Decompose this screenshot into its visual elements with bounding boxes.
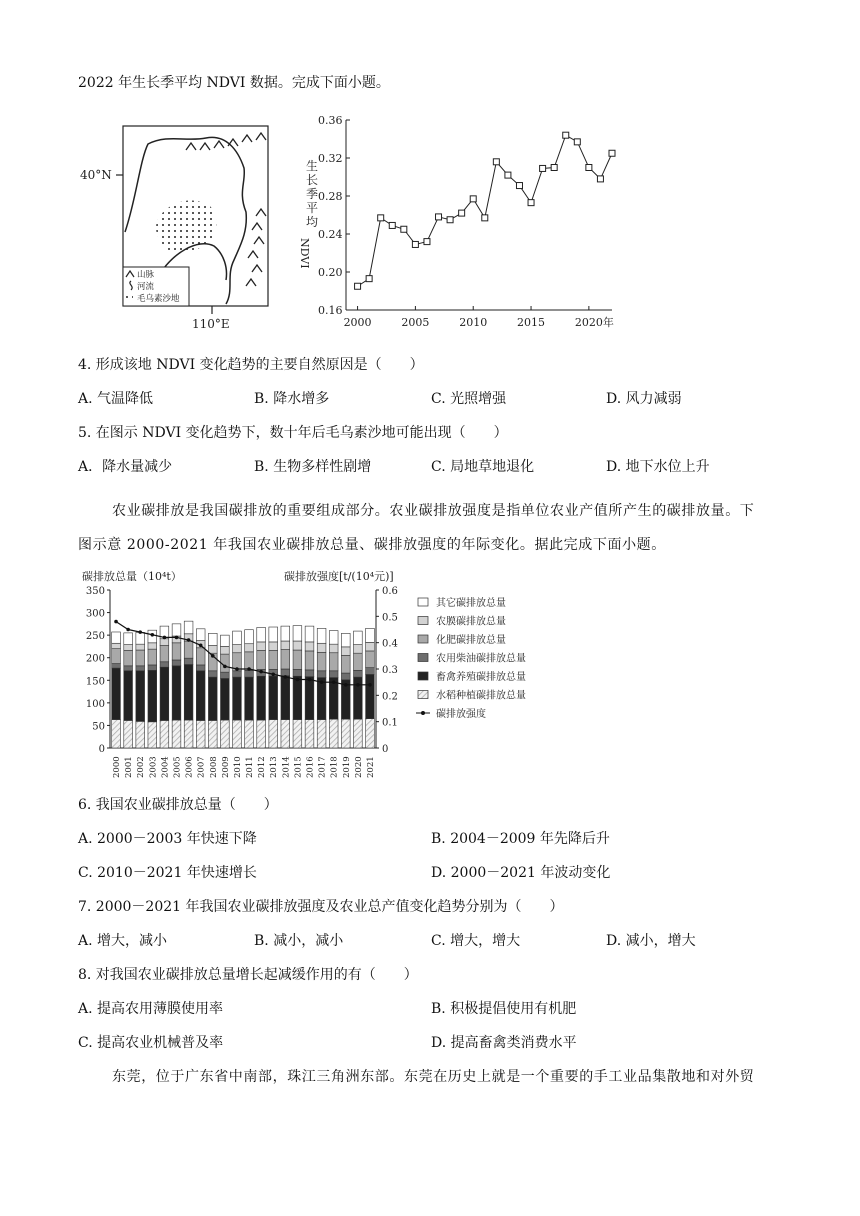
ndvi-point: [366, 276, 372, 282]
bar-segment: [160, 639, 169, 646]
ndvi-point: [482, 215, 488, 221]
ndvi-point: [401, 226, 407, 232]
bar-segment: [305, 670, 314, 677]
bar-segment: [136, 666, 145, 671]
q7-stem: 7. 2000－2021 年我国农业碳排放强度及农业总产值变化趋势分别为（ ）: [78, 899, 564, 915]
q5-option-b[interactable]: B. 生物多样性剧增: [254, 459, 372, 475]
bar-segment: [329, 644, 338, 653]
bar-segment: [172, 624, 181, 636]
legend-label: 农膜碳排放总量: [436, 616, 506, 628]
ndvi-point: [436, 214, 442, 220]
bar-segment: [221, 720, 230, 748]
bar-segment: [366, 674, 375, 718]
intensity-point: [259, 670, 263, 674]
ndvi-point: [563, 132, 569, 138]
bar-segment: [221, 672, 230, 678]
q4-stem: 4. 形成该地 NDVI 变化趋势的主要自然原因是（ ）: [78, 357, 424, 373]
carbon-intro-line1: 农业碳排放是我国碳排放的重要组成部分。农业碳排放强度是指单位农业产值所产生的碳排放量。下: [112, 503, 755, 519]
dongguan-intro: 东莞，位于广东省中南部，珠江三角洲东部。东莞在历史上就是一个重要的手工业品集散地和对外贸: [112, 1069, 755, 1085]
bar-segment: [329, 671, 338, 678]
bar-segment: [354, 719, 363, 748]
bar-segment: [208, 720, 217, 748]
q6-option-c[interactable]: C. 2010－2021 年快速增长: [78, 865, 257, 881]
q4-option-c[interactable]: C. 光照增强: [431, 391, 507, 407]
bar-segment: [148, 722, 157, 748]
year-label: 2009: [220, 756, 231, 778]
intensity-point: [368, 683, 372, 687]
sand-legend-icon: [126, 294, 133, 301]
year-label: 2003: [148, 756, 159, 778]
bar-segment: [245, 720, 254, 748]
bar-segment: [329, 631, 338, 645]
q4-option-d[interactable]: D. 风力减弱: [606, 391, 682, 407]
intensity-point: [199, 644, 203, 648]
q5-option-a[interactable]: A．降水量减少: [78, 459, 173, 475]
bar-segment: [269, 642, 278, 651]
bar-segment: [245, 630, 254, 644]
ndvi-point: [355, 283, 361, 289]
bar-segment: [293, 641, 302, 650]
bar-segment: [148, 643, 157, 649]
bar-segment: [245, 644, 254, 652]
intensity-point: [271, 672, 275, 676]
bar-segment: [160, 667, 169, 720]
bar-segment: [208, 671, 217, 677]
bar-segment: [281, 626, 290, 641]
bar-segment: [148, 670, 157, 721]
ndvi-ytick-label: 0.20: [318, 266, 343, 279]
year-label: 2001: [124, 756, 135, 778]
intensity-point: [296, 678, 300, 682]
legend-label: 化肥碳排放总量: [436, 635, 506, 646]
bar-segment: [245, 670, 254, 677]
bar-segment: [196, 629, 205, 641]
right-axis-label: 碳排放强度[t/(10⁴元)]: [284, 570, 394, 583]
ndvi-point: [447, 217, 453, 223]
bar-segment: [366, 719, 375, 748]
legend-label: 其它碳排放总量: [436, 598, 506, 609]
bar-segment: [257, 676, 266, 720]
q5-stem: 5. 在图示 NDVI 变化趋势下，数十年后毛乌素沙地可能出现（ ）: [78, 425, 508, 441]
legend-label: 农用柴油碳排放总量: [436, 653, 526, 665]
legend-dot: [421, 711, 425, 715]
bar-segment: [366, 642, 375, 651]
bar-segment: [221, 646, 230, 654]
year-label: 2018: [329, 756, 340, 778]
ndvi-point: [551, 165, 557, 171]
q7-option-b[interactable]: B. 减小，减小: [254, 933, 344, 949]
year-label: 2002: [136, 756, 147, 778]
ndvi-xtick-label: 2010: [459, 316, 488, 329]
bar-segment: [317, 643, 326, 652]
q8-option-a[interactable]: A. 提高农用薄膜使用率: [78, 1001, 224, 1017]
bar-segment: [257, 650, 266, 669]
q6-option-b[interactable]: B. 2004－2009 年先降后升: [431, 831, 610, 847]
ndvi-xtick-label: 2020年: [574, 316, 614, 329]
bar-segment: [329, 719, 338, 748]
ndvi-point: [540, 165, 546, 171]
year-label: 2013: [269, 756, 280, 778]
bar-segment: [305, 642, 314, 651]
ndvi-point: [412, 241, 418, 247]
bar-segment: [148, 665, 157, 670]
q8-stem: 8. 对我国农业碳排放总量增长起减缓作用的有（ ）: [78, 967, 418, 983]
bar-segment: [196, 648, 205, 665]
bar-segment: [317, 720, 326, 748]
bar-segment: [293, 650, 302, 669]
ndvi-point: [470, 196, 476, 202]
legend-swatch: [418, 598, 428, 606]
left-tick-label: 100: [85, 698, 105, 710]
year-label: 2016: [305, 756, 316, 778]
bar-segment: [281, 669, 290, 676]
ndvi-chart: [292, 110, 622, 335]
bar-segment: [341, 673, 350, 680]
bar-segment: [341, 655, 350, 673]
left-axis-label: 碳排放总量（10⁴t）: [82, 570, 182, 583]
bar-segment: [269, 676, 278, 719]
bar-segment: [281, 720, 290, 748]
ndvi-point: [505, 172, 511, 178]
q5-option-d[interactable]: D. 地下水位上升: [606, 459, 710, 475]
left-tick-label: 150: [85, 676, 105, 688]
bar-segment: [233, 720, 242, 748]
svg-text:平: 平: [306, 201, 319, 215]
bar-segment: [196, 720, 205, 748]
bar-segment: [112, 668, 121, 719]
svg-text:长: 长: [306, 173, 319, 187]
svg-text:NDVI: NDVI: [298, 238, 311, 269]
legend-swatch: [418, 691, 428, 699]
q4-option-b[interactable]: B. 降水增多: [254, 391, 330, 407]
year-label: 2012: [257, 756, 268, 778]
carbon-chart: [78, 566, 558, 786]
ndvi-ytick-label: 0.24: [318, 228, 343, 241]
q7-option-c[interactable]: C. 增大，增大: [431, 933, 521, 949]
svg-text:生: 生: [306, 159, 319, 173]
svg-text:河流: 河流: [137, 282, 155, 292]
right-tick-label: 0.3: [382, 665, 398, 676]
bar-segment: [293, 720, 302, 748]
svg-text:季: 季: [306, 187, 319, 201]
q8-option-b[interactable]: B. 积极提倡使用有机肥: [431, 1001, 577, 1017]
q5-option-c[interactable]: C. 局地草地退化: [431, 459, 535, 475]
intensity-point: [138, 630, 142, 634]
ndvi-point: [586, 165, 592, 171]
year-label: 2020: [353, 756, 364, 778]
bar-segment: [269, 627, 278, 642]
bar-segment: [124, 720, 133, 748]
bar-segment: [184, 720, 193, 748]
bar-segment: [124, 645, 133, 651]
intensity-point: [356, 683, 360, 687]
bar-segment: [160, 662, 169, 667]
intensity-point: [187, 638, 191, 642]
bar-segment: [124, 633, 133, 645]
svg-text:均: 均: [306, 215, 319, 229]
q6-option-d[interactable]: D. 2000－2021 年波动变化: [431, 865, 611, 881]
ndvi-point: [574, 139, 580, 145]
ndvi-point: [597, 176, 603, 182]
bar-segment: [257, 720, 266, 748]
intensity-point: [163, 636, 167, 640]
legend-swatch: [418, 672, 428, 680]
ndvi-ytick-label: 0.36: [318, 114, 343, 127]
q6-stem: 6. 我国农业碳排放总量（ ）: [78, 797, 278, 813]
right-tick-label: 0.2: [382, 691, 398, 703]
bar-segment: [184, 664, 193, 720]
bar-segment: [184, 641, 193, 658]
intensity-point: [332, 680, 336, 684]
bar-segment: [160, 720, 169, 748]
left-tick-label: 250: [85, 631, 105, 643]
intro-text: 2022 年生长季平均 NDVI 数据。完成下面小题。: [78, 75, 390, 91]
legend-label: 畜禽养殖碳排放总量: [436, 672, 526, 683]
bar-segment: [257, 642, 266, 651]
bar-segment: [136, 721, 145, 748]
bar-segment: [245, 677, 254, 720]
bar-segment: [293, 626, 302, 641]
bar-segment: [305, 720, 314, 748]
right-tick-label: 0.4: [382, 638, 398, 650]
intensity-point: [175, 636, 179, 640]
q7-option-a[interactable]: A. 增大，减小: [78, 933, 168, 949]
year-label: 2021: [365, 756, 376, 778]
bar-segment: [112, 720, 121, 748]
bar-segment: [196, 665, 205, 671]
year-label: 2007: [196, 756, 207, 778]
bar-segment: [112, 632, 121, 643]
bar-segment: [257, 627, 266, 641]
ndvi-point: [493, 159, 499, 165]
bar-segment: [341, 647, 350, 656]
bar-segment: [208, 633, 217, 645]
bar-segment: [233, 645, 242, 653]
bar-segment: [354, 645, 363, 654]
ndvi-point: [424, 239, 430, 245]
bar-segment: [341, 633, 350, 647]
intensity-point: [320, 680, 324, 684]
q7-option-d[interactable]: D. 减小，增大: [606, 933, 696, 949]
legend-swatch: [418, 635, 428, 643]
bar-segment: [233, 671, 242, 677]
bar-segment: [305, 677, 314, 720]
ndvi-point: [609, 150, 615, 156]
q6-option-a[interactable]: A. 2000－2003 年快速下降: [78, 831, 257, 847]
year-label: 2005: [172, 756, 183, 778]
svg-text:山脉: 山脉: [137, 270, 155, 280]
intensity-point: [344, 683, 348, 687]
ndvi-ytick-label: 0.16: [318, 304, 343, 317]
year-label: 2019: [341, 756, 352, 778]
bar-segment: [317, 628, 326, 643]
right-tick-label: 0: [382, 744, 389, 755]
intensity-point: [247, 667, 251, 671]
bar-segment: [269, 650, 278, 669]
right-tick-label: 0.5: [382, 612, 398, 624]
bar-segment: [172, 720, 181, 748]
bar-segment: [366, 628, 375, 642]
bar-segment: [112, 664, 121, 669]
left-tick-label: 200: [85, 653, 105, 665]
q4-option-a[interactable]: A. 气温降低: [78, 391, 154, 407]
bar-segment: [329, 653, 338, 671]
bar-segment: [184, 658, 193, 664]
bar-segment: [293, 676, 302, 719]
intensity-point: [235, 667, 239, 671]
year-label: 2008: [208, 756, 219, 778]
intensity-point: [308, 678, 312, 682]
bar-segment: [293, 669, 302, 676]
legend-label: 水稻种植碳排放总量: [436, 690, 526, 702]
legend-swatch: [418, 617, 428, 625]
year-label: 2006: [184, 756, 195, 778]
bar-segment: [233, 631, 242, 645]
ndvi-series-line: [358, 135, 612, 286]
bar-segment: [208, 646, 217, 654]
bar-segment: [124, 666, 133, 671]
bar-segment: [317, 671, 326, 678]
left-tick-label: 50: [92, 721, 105, 733]
bar-segment: [269, 720, 278, 748]
lon-label: 110°E: [192, 317, 230, 331]
bar-segment: [112, 649, 121, 664]
q8-option-d[interactable]: D. 提高畜禽类消费水平: [431, 1035, 577, 1051]
bar-segment: [148, 649, 157, 665]
left-tick-label: 350: [85, 586, 105, 597]
intensity-point: [223, 665, 227, 669]
ndvi-xtick-label: 2005: [401, 316, 430, 329]
bar-segment: [354, 670, 363, 677]
lat-label: 40°N: [80, 168, 112, 182]
left-tick-label: 300: [85, 608, 105, 620]
sandy-land-area: [156, 201, 216, 254]
q8-option-c[interactable]: C. 提高农业机械普及率: [78, 1035, 224, 1051]
bar-segment: [366, 651, 375, 668]
bar-segment: [136, 650, 145, 666]
bar-segment: [208, 677, 217, 720]
intensity-point: [211, 654, 215, 658]
bar-segment: [172, 666, 181, 720]
bar-segment: [196, 671, 205, 721]
ndvi-xtick-label: 2000: [343, 316, 372, 329]
ndvi-point: [378, 215, 384, 221]
bar-segment: [221, 678, 230, 720]
year-label: 2015: [293, 756, 304, 778]
left-tick-label: 0: [98, 744, 105, 755]
bar-segment: [172, 660, 181, 666]
year-label: 2017: [317, 756, 328, 778]
bar-segment: [281, 650, 290, 669]
ndvi-ytick-label: 0.32: [318, 152, 343, 165]
svg-text:毛乌素沙地: 毛乌素沙地: [137, 294, 180, 304]
bar-segment: [221, 635, 230, 646]
intensity-point: [114, 620, 118, 624]
right-tick-label: 0.1: [382, 717, 398, 729]
bar-segment: [341, 719, 350, 748]
year-label: 2004: [160, 756, 171, 778]
bar-segment: [172, 643, 181, 660]
year-label: 2011: [245, 756, 256, 778]
year-label: 2010: [232, 756, 243, 778]
ndvi-point: [516, 183, 522, 189]
year-label: 2000: [112, 756, 123, 778]
bar-segment: [160, 646, 169, 662]
bar-segment: [317, 652, 326, 671]
ndvi-point: [459, 210, 465, 216]
bar-segment: [124, 671, 133, 721]
bar-segment: [366, 668, 375, 675]
bar-segment: [281, 676, 290, 720]
mu-us-map: [76, 120, 286, 335]
intensity-point: [284, 675, 288, 679]
carbon-intro-line2: 图示意 2000-2021 年我国农业碳排放总量、碳排放强度的年际变化。据此完成下面小题。: [78, 537, 666, 553]
bar-segment: [136, 671, 145, 722]
ndvi-xtick-label: 2015: [517, 316, 546, 329]
year-label: 2014: [281, 756, 292, 778]
bar-segment: [281, 641, 290, 650]
intensity-point: [151, 633, 155, 637]
legend-label: 碳排放强度: [436, 709, 486, 720]
legend-swatch: [418, 654, 428, 662]
bar-segment: [136, 632, 145, 644]
bar-segment: [354, 631, 363, 645]
bar-segment: [184, 621, 193, 634]
ndvi-point: [528, 200, 534, 206]
bar-segment: [124, 650, 133, 665]
bar-segment: [354, 653, 363, 670]
bar-segment: [305, 651, 314, 670]
bar-segment: [112, 643, 121, 648]
right-tick-label: 0.6: [382, 586, 398, 597]
bar-segment: [305, 626, 314, 642]
bar-segment: [233, 677, 242, 720]
bar-segment: [136, 644, 145, 650]
intensity-point: [126, 628, 130, 632]
ndvi-ytick-label: 0.28: [318, 190, 343, 203]
ndvi-point: [389, 222, 395, 228]
